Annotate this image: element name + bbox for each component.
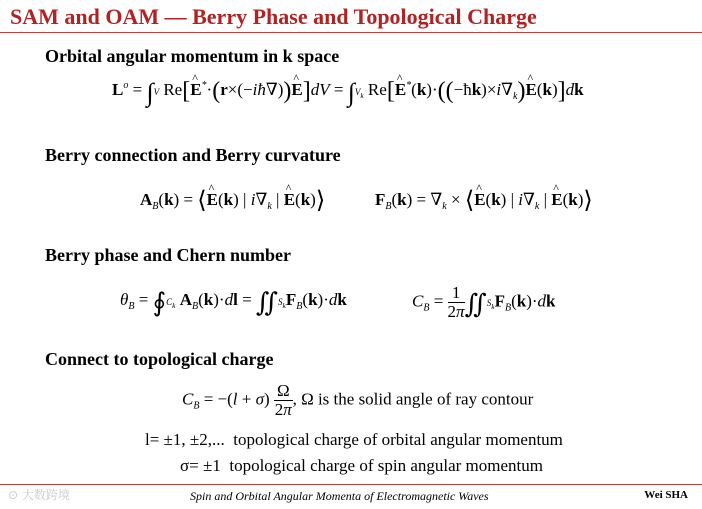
oam-equation: $L^o = \int V$ Re[^ E*·(r×(−iħ∇))^ $E]dV = \int V_k$ Re[^ $E^*(k)\cdot((-ħk)\times i\nabla_k)\^{}$ E(k)]dk xyxy=(112,78,584,108)
footer-course-title: Spin and Orbital Angular Momenta of Electromagnetic Waves xyxy=(190,489,489,503)
section-berry-connection-heading: Berry connection and Berry curvature xyxy=(45,145,341,165)
section-topological-charge-heading: Connect to topological charge xyxy=(45,349,274,369)
slide-title: SAM and OAM — Berry Phase and Topological Charge xyxy=(10,4,537,29)
section-berry-phase-heading: Berry phase and Chern number xyxy=(45,245,292,265)
topological-charge-equation: $C_B = -(l + \sigma)$ $\frac{\Omega}{2\pi}$ , Ω is the solid angle of ray contour xyxy=(182,381,534,419)
watermark: ⊙ 大数跨境 xyxy=(8,488,70,502)
chern-number-equation: $C_B$ = $\frac{1}{2\pi}$ $∬S_kF_B(k)\cdot dk$ xyxy=(412,283,556,321)
berry-connection-equation: $A_B(k)$ = ⟨^ E(k) | $i\nabla_k$ | ^ E(k)⟩ xyxy=(140,186,325,215)
title-divider xyxy=(0,32,702,33)
orbital-charge-line: l= ±1, ±2,... topological charge of orbital angular momentum xyxy=(145,430,563,449)
footer-divider xyxy=(0,484,702,485)
footer-author: Wei SHA xyxy=(644,489,688,501)
berry-curvature-equation: $F_B(k) = \nabla_k$ × ⟨^ E(k) | $i\nabla_k$ | ^ E(k)⟩ xyxy=(375,186,593,215)
section-oam-heading: Orbital angular momentum in k space xyxy=(45,46,340,66)
spin-charge-line: σ= ±1 topological charge of spin angular momentum xyxy=(180,456,543,475)
berry-phase-equation: $\theta_B$ = $∮C_k$ $A_B(k)\cdot dl$ = $∬S_kF_B(k)\cdot dk$ xyxy=(120,288,347,317)
